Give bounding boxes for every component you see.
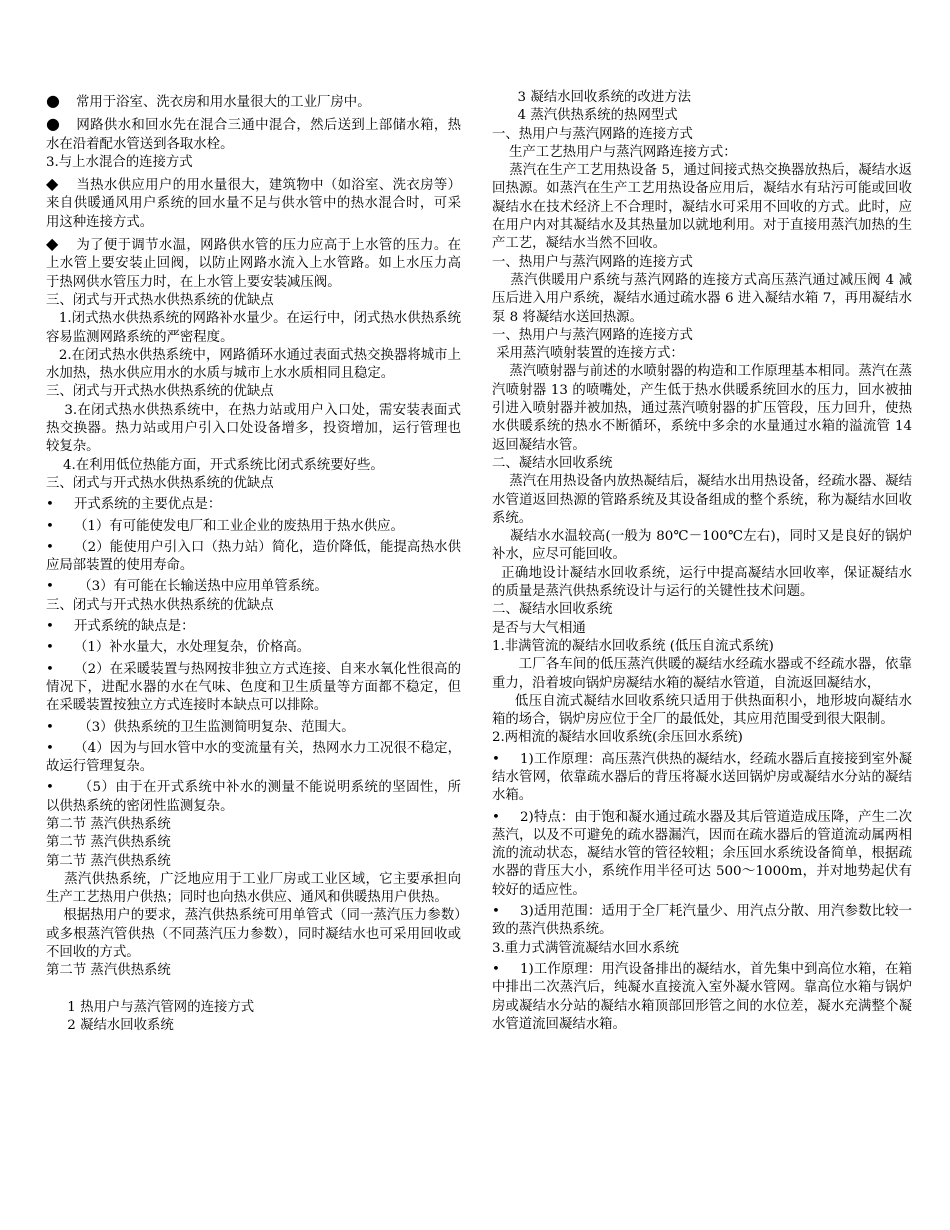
paragraph-text: 3.与上水混合的连接方式 <box>46 154 193 170</box>
paragraph-text: 4.在利用低位热能方面，开式系统比闭式系统要好些。 <box>63 457 384 473</box>
bullet-text: 1)工作原理：用汽设备排出的凝结水，首先集中到高位水箱，在箱中排出二次蒸汽后，纯凝水直接流入室外凝水管网。靠高位水箱与锅炉房或凝结水分站的凝结水箱顶部回形管之间的水位差，凝水充满整个凝水管道流回凝结水箱。 <box>492 961 912 1032</box>
bullet-icon: ◆ <box>46 174 59 194</box>
bullet-text: 1)工作原理：高压蒸汽供热的凝结水，经疏水器后直接接到室外凝结水管网，依靠疏水器后的背压将凝水送回锅炉房或凝结水分站的凝结水箱。 <box>492 751 912 804</box>
bullet-item <box>46 661 461 716</box>
paragraph <box>492 254 912 272</box>
bullet-item <box>46 518 461 536</box>
bullet-text: 开式系统的主要优点是： <box>74 497 222 513</box>
paragraph <box>46 475 461 493</box>
bullet-icon: • <box>46 640 54 656</box>
paragraph <box>492 940 912 958</box>
outline-line <box>46 999 461 1017</box>
bullet-icon: • <box>46 780 54 796</box>
bullet-item <box>46 235 461 292</box>
bullet-item <box>492 751 912 806</box>
right-column <box>492 89 912 1034</box>
paragraph <box>492 638 912 656</box>
bullet-text: （5）由于在开式系统中补水的测量不能说明系统的坚固性，所以供热系统的密闭性监测复杂。 <box>46 780 461 814</box>
bullet-text: 网路供水和回水先在混合三通中混合，然后送到上部储水箱，热水在沿着配水管送到各取水栓。 <box>46 118 461 152</box>
bullet-text: 常用于浴室、洗衣房和用水量很大的工业厂房中。 <box>76 95 371 110</box>
paragraph-text: 1 热用户与蒸汽管网的连接方式 <box>67 999 255 1015</box>
paragraph-text: 3 凝结水回收系统的改进方法 <box>517 90 692 105</box>
bullet-icon: • <box>46 661 54 677</box>
paragraph <box>492 473 912 528</box>
bullet-icon: • <box>492 904 500 920</box>
paragraph <box>492 693 912 730</box>
paragraph-text: 第二节 蒸汽供热系统 <box>46 853 171 869</box>
bullet-icon: • <box>492 751 500 767</box>
paragraph-text: 三、闭式与开式热水供热系统的优缺点 <box>46 597 274 613</box>
paragraph-text: 2.在闭式热水供热系统中，网路循环水通过表面式热交换器将城市上水加热，热水供应用水的水质与城市上水水质相同且稳定。 <box>46 347 461 382</box>
bullet-item <box>46 719 461 737</box>
paragraph <box>492 565 912 602</box>
bullet-icon: ● <box>46 91 60 110</box>
bullet-item <box>46 740 461 777</box>
paragraph-text: 二、凝结水回收系统 <box>492 455 613 471</box>
paragraph <box>46 154 461 172</box>
paragraph-text: 根据热用户的要求，蒸汽供热系统可用单管式（同一蒸汽压力参数）或多根蒸汽管供热（不同蒸汽压力参数），同时凝结水也可采用回收或不回收的方式。 <box>46 908 461 961</box>
paragraph <box>46 457 461 475</box>
bullet-text: 3)适用范围：适用于全厂耗汽量少、用汽点分散、用汽参数比较一致的蒸汽供热系统。 <box>492 904 912 938</box>
bullet-text: （1）补水量大，水处理复杂，价格高。 <box>74 640 311 656</box>
bullet-icon: • <box>46 579 54 595</box>
paragraph-text: 蒸汽供热系统，广泛地应用于工业厂房或工业区域，它主要承担向生产工艺热用户供热；同时也向热水供应、通风和供暖热用户供热。 <box>46 871 461 906</box>
paragraph-text: 第二节 蒸汽供热系统 <box>46 835 171 851</box>
paragraph-text: 正确地设计凝结水回收系统，运行中提高凝结水回收率，保证凝结水的质量是蒸汽供热系统设计与运行的关键性技术问题。 <box>492 565 913 600</box>
paragraph <box>46 907 461 962</box>
bullet-item <box>46 779 461 816</box>
paragraph-text: 第二节 蒸汽供热系统 <box>46 963 171 979</box>
paragraph <box>492 345 912 363</box>
paragraph-text: 一、热用户与蒸汽网路的连接方式 <box>492 327 693 343</box>
paragraph-text: 1.闭式热水供热系统的网路补水量少。在运行中，闭式热水供热系统容易监测网路系统的严密程度。 <box>46 311 461 345</box>
paragraph <box>46 853 461 871</box>
bullet-icon: • <box>492 961 500 977</box>
paragraph-text: 工厂各车间的低压蒸汽供暖的凝结水经疏水器或不经疏水器，依靠重力，沿着坡向锅炉房凝结水箱的凝结水管道，自流返回凝结水， <box>492 657 912 691</box>
bullet-item <box>492 809 912 900</box>
paragraph <box>492 455 912 473</box>
bullet-text: 开式系统的缺点是： <box>74 619 195 635</box>
paragraph-text: 3.重力式满管流凝结水回水系统 <box>492 940 679 956</box>
paragraph-text: 一、热用户与蒸汽网路的连接方式 <box>492 126 693 142</box>
left-column <box>46 89 461 1036</box>
blank-line <box>46 981 461 999</box>
paragraph <box>46 310 461 347</box>
paragraph-text: 三、闭式与开式热水供热系统的优缺点 <box>46 384 274 400</box>
bullet-icon: • <box>46 719 54 735</box>
bullet-item <box>46 496 461 514</box>
bullet-icon: • <box>46 497 54 513</box>
paragraph <box>46 834 461 852</box>
paragraph-text: 三、闭式与开式热水供热系统的优缺点 <box>46 475 274 491</box>
paragraph <box>492 144 912 162</box>
paragraph <box>46 962 461 980</box>
paragraph-text: 4 蒸汽供热系统的热网型式 <box>517 108 678 124</box>
paragraph-text: 低压自流式凝结水回收系统只适用于供热面积小，地形坡向凝结水箱的场合，锅炉房应位于全厂的最低处，其应用范围受到很大限制。 <box>492 693 912 728</box>
paragraph-text: 蒸汽在生产工艺用热设备 5，通过间接式热交换器放热后，凝结水返回热源。如蒸汽在生产工艺用热设备应用后，凝结水有玷污可能或回收凝结水在技术经济上不合理时，凝结水可采用不回收的方式。此时，应在用户内对其凝结水及其热量加以就地利用。对于直接用蒸汽加热的生产工艺，凝结水当然不回收。 <box>492 163 912 252</box>
paragraph <box>46 292 461 310</box>
paragraph-text: 蒸汽在用热设备内放热凝结后，凝结水出用热设备，经疏水器、凝结水管道返回热源的管路系统及其设备组成的整个系统，称为凝结水回收系统。 <box>492 474 913 526</box>
paragraph <box>492 272 912 327</box>
bullet-icon: • <box>46 518 54 534</box>
bullet-text: 为了便于调节水温，网路供水管的压力应高于上水管的压力。在上水管上要安装止回阀，以防止网路水流入上水管路。如上水压力高于热网供水管压力时，在上水管上要安装减压阀。 <box>46 238 461 290</box>
outline-line <box>492 107 912 125</box>
bullet-icon: • <box>492 809 500 825</box>
paragraph <box>492 162 912 253</box>
paragraph <box>492 528 912 565</box>
paragraph <box>46 871 461 908</box>
bullet-item <box>46 175 461 232</box>
bullet-icon: ● <box>46 114 60 134</box>
paragraph-text: 一、热用户与蒸汽网路的连接方式 <box>492 254 693 270</box>
paragraph <box>46 816 461 834</box>
paragraph-text: 1.非满管流的凝结水回收系统 (低压自流式系统) <box>492 638 774 654</box>
bullet-text: （2）在采暖装置与热网按非独立方式连接、自来水氧化性很高的情况下，进配水器的水在气味、色度和卫生质量等方面都不稳定，但在采暖装置按独立方式连接时本缺点可以排除。 <box>46 661 461 714</box>
paragraph <box>492 601 912 619</box>
paragraph <box>492 327 912 345</box>
bullet-text: （4）因为与回水管中水的变流量有关，热网水力工况很不稳定，故运行管理复杂。 <box>46 740 461 775</box>
bullet-text: 2)特点：由于饱和凝水通过疏水器及其后管道造成压降，产生二次蒸汽，以及不可避免的疏水器漏汽，因而在疏水器后的管道流动属两相流的流动状态，凝结水管的管径较粗；余压回水系统设备简单，根据疏水器的背压大小，系统作用半径可达 500～1000m，并对地势起伏有较好的适应性。 <box>492 809 912 898</box>
paragraph-text: 凝结水水温较高(一般为 80℃－100℃左右)，同时又是良好的锅炉补水，应尽可能回收。 <box>492 529 912 563</box>
bullet-item <box>46 539 461 576</box>
paragraph-text: 第二节 蒸汽供热系统 <box>46 816 171 832</box>
bullet-item <box>46 578 461 596</box>
bullet-item <box>46 618 461 636</box>
bullet-item <box>46 639 461 657</box>
paragraph <box>46 347 461 384</box>
bullet-text: （1）有可能使发电厂和工业企业的废热用于热水供应。 <box>74 518 404 534</box>
bullet-item <box>492 961 912 1034</box>
bullet-item <box>492 903 912 940</box>
paragraph <box>46 383 461 401</box>
bullet-icon: ◆ <box>46 234 59 254</box>
paragraph <box>492 620 912 638</box>
paragraph <box>46 402 461 457</box>
outline-line <box>46 1017 461 1035</box>
paragraph-text: 蒸汽供暖用户系统与蒸汽网路的连接方式高压蒸汽通过减压阀 4 减压后进入用户系统，凝结水通过疏水器 6 进入凝结水箱 7，再用凝结水泵 8 将凝结水送回热源。 <box>492 272 912 325</box>
paragraph <box>492 729 912 747</box>
paragraph-text: 是否与大气相通 <box>492 620 586 636</box>
outline-line <box>492 89 912 107</box>
paragraph <box>46 597 461 615</box>
paragraph-text: 采用蒸汽喷射装置的连接方式： <box>496 346 684 362</box>
paragraph-text: 生产工艺热用户与蒸汽网路连接方式： <box>509 144 737 160</box>
bullet-item <box>46 115 461 154</box>
bullet-text: （2）能使用户引入口（热力站）简化，造价降低，能提高热水供应局部装置的使用寿命。 <box>46 539 461 574</box>
paragraph <box>492 126 912 144</box>
bullet-icon: • <box>46 619 54 635</box>
bullet-text: 当热水供应用户的用水量很大，建筑物中（如浴室、洗衣房等）来自供暖通风用户系统的回水量不足与供水管中的热水混合时，可采用这种连接方式。 <box>46 178 461 230</box>
bullet-text: （3）供热系统的卫生监测简明复杂、范围大。 <box>74 719 355 735</box>
paragraph-text: 蒸汽喷射器与前述的水喷射器的构造和工作原理基本相同。蒸汽在蒸汽喷射器 13 的喷嘴处，产生低于热水供暖系统回水的压力，回水被抽引进入喷射器并被加热，通过蒸汽喷射器的扩压管段，压力回升，使热水供暖系统的热水不断循环，系统中多余的水量通过水箱的溢流管 14 返回凝结水管。 <box>492 364 913 453</box>
bullet-text: （3）有可能在长输送热中应用单管系统。 <box>74 579 328 595</box>
paragraph-text: 2 凝结水回收系统 <box>67 1018 174 1034</box>
bullet-item <box>46 92 461 112</box>
bullet-icon: • <box>46 740 54 756</box>
paragraph-text: 三、闭式与开式热水供热系统的优缺点 <box>46 292 274 308</box>
paragraph-text: 3.在闭式热水供热系统中，在热力站或用户入口处，需安装表面式热交换器。热力站或用户引入口处设备增多，投资增加，运行管理也较复杂。 <box>46 402 461 455</box>
paragraph <box>492 656 912 693</box>
paragraph <box>492 363 912 454</box>
bullet-icon: • <box>46 539 54 555</box>
paragraph-text: 二、凝结水回收系统 <box>492 602 613 618</box>
paragraph-text: 2.两相流的凝结水回收系统(余压回水系统) <box>492 730 743 746</box>
